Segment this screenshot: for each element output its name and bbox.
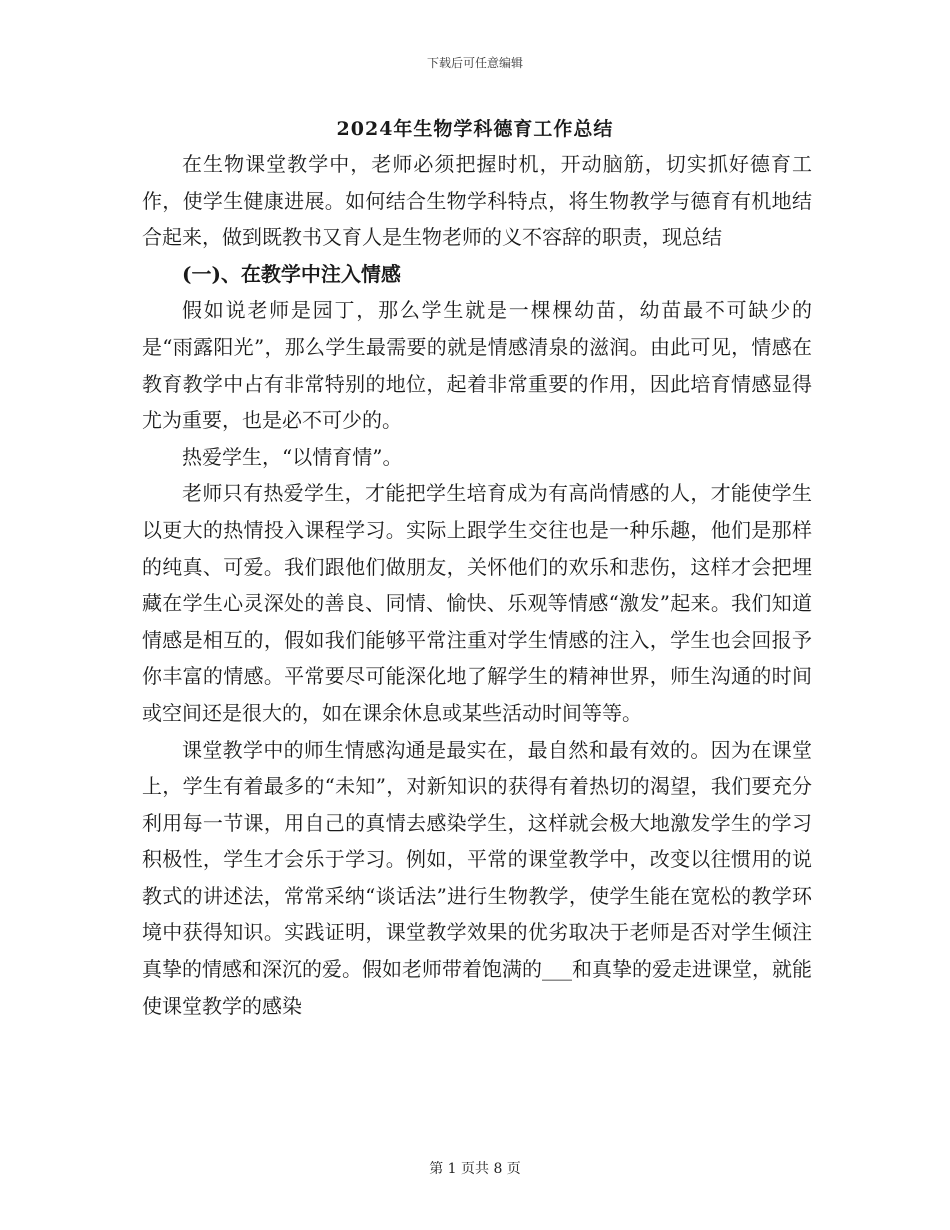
- paragraph: 老师只有热爱学生，才能把学生培育成为有高尚情感的人，才能使学生以更大的热情投入课程学习。实际上跟学生交往也是一种乐趣，他们是那样的纯真、可爱。我们跟他们做朋友，关怀他们的欢乐和悲伤，这样才会把埋藏在学生心灵深处的善良、同情、愉快、乐观等情感“激发”起来。我们知道情感是相互的，假如我们能够平常注重对学生情感的注入，学生也会回报予你丰富的情感。平常要尽可能深化地了解学生的精神世界，师生沟通的时间或空间还是很大的，如在课余休息或某些活动时间等等。: [142, 481, 812, 725]
- paragraph: 假如说老师是园丁，那么学生就是一棵棵幼苗，幼苗最不可缺少的是“雨露阳光”，那么学生最需要的就是情感清泉的滋润。由此可见，情感在教育教学中占有非常特别的地位，起着非常重要的作用，因此培育情感显得尤为重要，也是必不可少的。: [142, 298, 812, 433]
- document-body: [142, 146, 812, 1024]
- paragraph-intro: 在生物课堂教学中，老师必须把握时机，开动脑筋，切实抓好德育工作，使学生健康进展。如何结合生物学科特点，将生物教学与德育有机地结合起来，做到既教书又育人是生物老师的义不容辞的职责，现总结: [142, 152, 812, 250]
- section-heading: (一)、在教学中注入情感: [182, 261, 401, 286]
- page-number: 第 1 页共 8 页: [429, 1161, 521, 1177]
- paragraph: 热爱学生，“以情育情”。: [182, 444, 403, 469]
- document-title: 2024年生物学科德育工作总结: [336, 118, 614, 140]
- header-note: 下载后可任意编辑: [426, 56, 523, 70]
- paragraph: 课堂教学中的师生情感沟通是最实在，最自然和最有效的。因为在课堂上，学生有着最多的“未知”，对新知识的获得有着热切的渴望，我们要充分利用每一节课，用自己的真情去感染学生，这样就会极大地激发学生的学习积极性，学生才会乐于学习。例如，平常的课堂教学中，改变以往惯用的说教式的讲述法，常常采纳“谈话法”进行生物教学，使学生能在宽松的教学环境中获得知识。实践证明，课堂教学效果的优劣取决于老师是否对学生倾注真挚的情感和深沉的爱。假如老师带着饱满的___和真挚的爱走进课堂，就能使课堂教学的感染: [142, 737, 812, 1018]
